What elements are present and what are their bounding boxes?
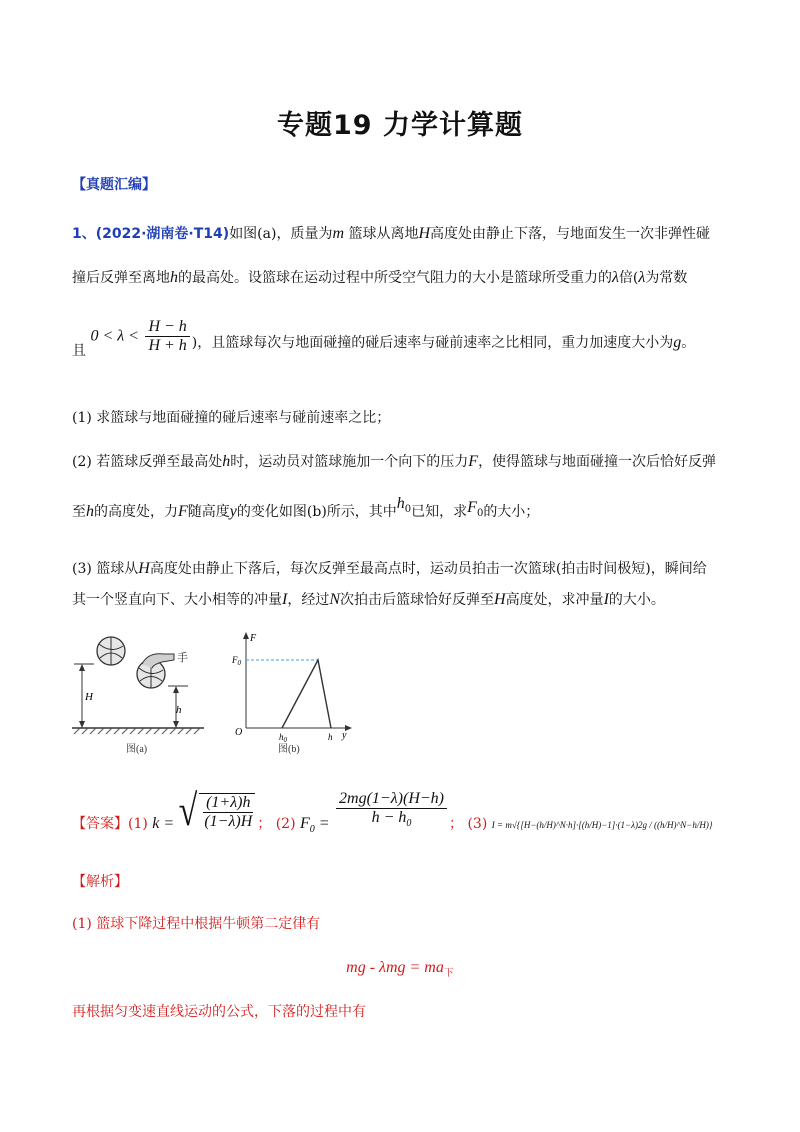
origin-label: O	[235, 727, 243, 738]
figure-b	[228, 628, 360, 758]
axis-F-label: F	[250, 633, 257, 644]
answer-2-fraction: $\frac{2mg(1-\lambda)(H-h)}{h - h_0}$	[336, 790, 447, 833]
figure-a	[68, 628, 208, 758]
axis-y-label: y	[342, 730, 347, 741]
problem-source: (2022·湖南卷·T14)	[95, 226, 230, 242]
problem-line-2: 撞后反弹至离地h的最高处。设篮球在运动过程中所受空气阻力的大小是篮球所受重力的λ倍(λ为常数	[72, 269, 688, 286]
basketball-top-icon	[97, 637, 125, 665]
analysis-equation-1: mg - $\lambda mg = ma_下$	[346, 959, 454, 980]
question-1: (1) 求篮球与地面碰撞的碰后速率与碰前速率之比；	[72, 410, 391, 426]
answer-label: 【答案】	[72, 815, 128, 832]
analysis-line-1: (1) 篮球下降过程中根据牛顿第二定律有	[72, 916, 321, 932]
figure-a-caption: 图(a)	[126, 744, 148, 755]
basketball-hand-icon	[137, 654, 174, 688]
force-curve	[282, 660, 331, 728]
question-2-line-1: (2) 若篮球反弹至最高处h时，运动员对篮球施加一个向下的压力F，使得篮球与地面碰撞一次后恰好反弹	[72, 453, 717, 470]
problem-line-3: 且 0 < λ < $\frac{H - h}{H + h}$ )，且篮球每次与地面碰撞的碰后速率与碰前速率之比相同，重力加速度大小为g。	[72, 318, 696, 359]
answer-line: 【答案】(1) k = √ $\frac{(1+\lambda)h}{(1-\lambda)H}$ ； (2) $F_0$ = $\frac{2mg(1-\lambda)(H-h)}{h - h_0}$ ； (3) $_{I = m√\{[H-(h/H)\^{}N\cdot h]\cdot[(h/H)-1]\cdot(1-\lambda)2g / ((h/H)\^{}N-h/H)\}}$	[72, 786, 713, 835]
problem-number: 1、	[72, 226, 96, 242]
section-header: 【真题汇编】	[72, 177, 156, 193]
label-h: h	[176, 704, 182, 716]
F0-tick: $F_0$	[232, 655, 241, 667]
figure-b-caption: 图(b)	[278, 744, 300, 755]
analysis-line-2: 再根据匀变速直线运动的公式，下落的过程中有	[72, 1004, 366, 1020]
question-3-line-2: 其一个竖直向下、大小相等的冲量I，经过N次拍击后篮球恰好反弹至H高度处，求冲量I的大小。	[72, 591, 665, 608]
h-tick: h	[328, 732, 333, 742]
question-3-line-1: (3) 篮球从H高度处由静止下落后，每次反弹至最高点时，运动员拍击一次篮球(拍击时间极短)，瞬间给	[72, 560, 707, 577]
inequality-fraction: $\frac{H - h}{H + h}$	[145, 318, 189, 355]
h0-tick: $h_0$	[279, 732, 287, 744]
hand-label: 手	[177, 652, 188, 664]
answer-3-expression: I = m√{[H−(h/H)^N·h]·[(h/H)−1]·(1−λ)2g / ((h/H)^N−h/H)}	[491, 819, 713, 830]
question-2-line-2: 至h的高度处，力F随高度y的变化如图(b)所示，其中$h_0$已知，求$F_0$的大小；	[72, 495, 540, 520]
problem-line-1: 1、(2022·湖南卷·T14)如图(a)，质量为m 篮球从离地H高度处由静止下落，与地面发生一次非弹性碰	[72, 225, 711, 242]
label-H: H	[85, 691, 93, 703]
page-title: 专题19 力学计算题	[277, 110, 523, 141]
answer-1-sqrt: √ $\frac{(1+\lambda)h}{(1-\lambda)H}$	[179, 793, 258, 831]
analysis-label: 【解析】	[72, 874, 128, 890]
